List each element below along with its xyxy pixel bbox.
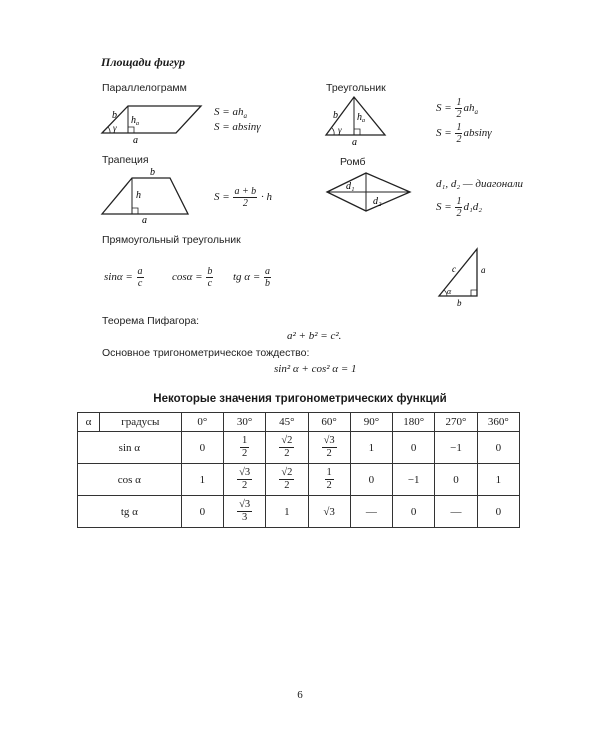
value-cell: 0 bbox=[181, 496, 223, 528]
function-name: sin α bbox=[78, 432, 182, 464]
value-cell: 1 bbox=[477, 464, 519, 496]
function-name: tg α bbox=[78, 496, 182, 528]
rhombus-d1: d₁ bbox=[346, 181, 355, 192]
triangle-a: a bbox=[352, 137, 357, 147]
parallelogram-gamma: γ bbox=[113, 123, 117, 133]
value-cell: — bbox=[350, 496, 392, 528]
header-angle: 180° bbox=[393, 413, 435, 432]
header-angle: 90° bbox=[350, 413, 392, 432]
table-row bbox=[78, 496, 520, 528]
parallelogram-b: b bbox=[112, 110, 117, 121]
value-cell: $\frac{1}{2}$ bbox=[223, 432, 265, 464]
triangle-label: Треугольник bbox=[326, 82, 386, 94]
triangle-formula-2: S = $\frac{1}{2}$ absinγ bbox=[436, 122, 492, 145]
value-cell: 0 bbox=[181, 432, 223, 464]
value-cell: −1 bbox=[435, 432, 477, 464]
trig-values-table bbox=[77, 412, 520, 528]
parallelogram-h: h bbox=[131, 115, 136, 126]
table-row bbox=[78, 464, 520, 496]
value-cell: $\frac{√3}{2}$ bbox=[308, 432, 350, 464]
triangle-figure bbox=[322, 92, 392, 147]
value-cell: $\frac{√3}{2}$ bbox=[223, 464, 265, 496]
parallelogram-formula-1: $S = ah_a$ bbox=[214, 106, 247, 121]
parallelogram-h-sub: a bbox=[136, 121, 139, 127]
value-cell: 0 bbox=[393, 496, 435, 528]
value-cell: −1 bbox=[393, 464, 435, 496]
parallelogram-label: Параллелограмм bbox=[102, 82, 187, 94]
value-cell: 0 bbox=[350, 464, 392, 496]
rhombus-note: d₁, d₂ — диагонали bbox=[436, 178, 524, 190]
header-degrees: градусы bbox=[99, 413, 181, 432]
right-triangle-b: b bbox=[457, 298, 462, 308]
value-cell: 0 bbox=[435, 464, 477, 496]
right-triangle-figure bbox=[433, 243, 499, 308]
identity-label: Основное тригонометрическое тождество: bbox=[102, 347, 310, 359]
value-cell: √3 bbox=[308, 496, 350, 528]
rhombus-formula: S = $\frac{1}{2}$ d₁d₂ bbox=[436, 196, 483, 219]
value-cell: 0 bbox=[477, 496, 519, 528]
value-cell: — bbox=[435, 496, 477, 528]
table-row bbox=[78, 432, 520, 464]
parallelogram-a: a bbox=[133, 135, 138, 146]
rhombus-figure bbox=[322, 170, 418, 214]
header-angle: 360° bbox=[477, 413, 519, 432]
value-cell: $\frac{1}{2}$ bbox=[308, 464, 350, 496]
value-cell: 0 bbox=[393, 432, 435, 464]
triangle-h-sub: a bbox=[362, 118, 365, 124]
tg-definition: tg α = $\frac{a}{b}$ bbox=[233, 266, 271, 289]
right-triangle-alpha: α bbox=[447, 287, 452, 296]
section-title: Площади фигур bbox=[101, 55, 185, 69]
value-cell: 1 bbox=[350, 432, 392, 464]
function-name: cos α bbox=[78, 464, 182, 496]
right-triangle-c: c bbox=[452, 264, 456, 274]
right-triangle-a: a bbox=[481, 265, 486, 275]
trapezoid-h: h bbox=[136, 190, 141, 201]
trapezoid-formula: S = $\frac{a + b}{2}$ · h bbox=[214, 186, 272, 209]
parallelogram-figure bbox=[98, 98, 208, 148]
rhombus-label: Ромб bbox=[340, 156, 366, 168]
rhombus-d2: d₂ bbox=[373, 196, 382, 207]
value-cell: 1 bbox=[266, 496, 308, 528]
trapezoid-label: Трапеция bbox=[102, 154, 149, 166]
value-cell: 1 bbox=[181, 464, 223, 496]
parallelogram-formula-2: S = absinγ bbox=[214, 121, 261, 133]
page-number: 6 bbox=[297, 689, 303, 701]
table-caption: Некоторые значения тригонометрических функций bbox=[153, 393, 447, 405]
value-cell: $\frac{√2}{2}$ bbox=[266, 464, 308, 496]
identity-formula: sin² α + cos² α = 1 bbox=[274, 363, 357, 375]
value-cell: $\frac{√2}{2}$ bbox=[266, 432, 308, 464]
sin-definition: sinα = $\frac{a}{c}$ bbox=[104, 266, 143, 289]
value-cell: $\frac{√3}{3}$ bbox=[223, 496, 265, 528]
value-cell: 0 bbox=[477, 432, 519, 464]
header-alpha: α bbox=[78, 413, 100, 432]
trapezoid-figure bbox=[98, 168, 198, 224]
right-triangle-label: Прямоугольный треугольник bbox=[102, 234, 241, 246]
pythagoras-label: Теорема Пифагора: bbox=[102, 315, 200, 327]
cos-definition: cosα = $\frac{b}{c}$ bbox=[172, 266, 213, 289]
header-angle: 60° bbox=[308, 413, 350, 432]
triangle-h: h bbox=[357, 112, 362, 123]
triangle-b: b bbox=[333, 110, 338, 121]
header-angle: 45° bbox=[266, 413, 308, 432]
header-angle: 270° bbox=[435, 413, 477, 432]
table-header-row bbox=[78, 413, 520, 432]
header-angle: 30° bbox=[223, 413, 265, 432]
pythagoras-formula: a² + b² = c². bbox=[287, 330, 342, 342]
triangle-gamma: γ bbox=[338, 125, 342, 135]
triangle-formula-1: S = $\frac{1}{2}$ $ah_a$ bbox=[436, 97, 478, 120]
header-angle: 0° bbox=[181, 413, 223, 432]
trapezoid-b: b bbox=[150, 168, 155, 178]
trapezoid-a: a bbox=[142, 215, 147, 224]
